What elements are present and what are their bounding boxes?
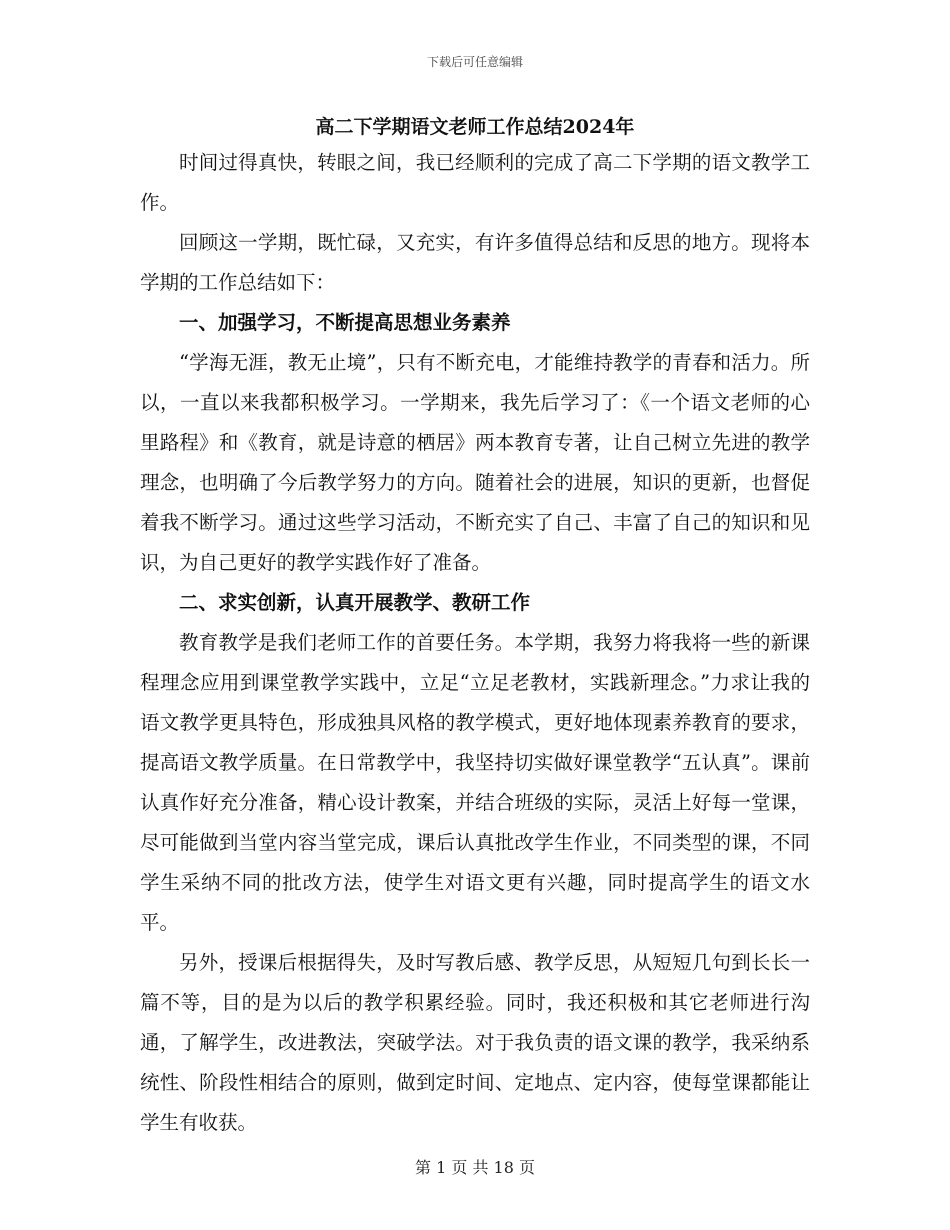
header-note: 下载后可任意编辑 xyxy=(426,55,523,69)
paragraph-review: 回顾这一学期，既忙碌，又充实，有许多值得总结和反思的地方。现将本学期的工作总结如下： xyxy=(140,231,810,294)
section-heading-1: 一、加强学习，不断提高思想业务素养 xyxy=(179,311,511,334)
paragraph-reflection: 另外，授课后根据得失，及时写教后感、教学反思，从短短几句到长长一篇不等，目的是为以后的教学积累经验。同时，我还积极和其它老师进行沟通，了解学生，改进教法，突破学法。对于我负责的语文课的教学，我采纳系统性、阶段性相结合的原则，做到定时间、定地点、定内容，使每堂课都能让学生有收获。 xyxy=(140,951,810,1134)
paragraph-intro: 时间过得真快，转眼之间，我已经顺利的完成了高二下学期的语文教学工作。 xyxy=(140,151,810,214)
paragraph-study: “学海无涯，教无止境”，只有不断充电，才能维持教学的青春和活力。所以，一直以来我都积极学习。一学期来，我先后学习了：《一个语文老师的心里路程》和《教育，就是诗意的栖居》两本教育专著，让自己树立先进的教学理念，也明确了今后教学努力的方向。随着社会的进展，知识的更新，也督促着我不断学习。通过这些学习活动，不断充实了自己、丰富了自己的知识和见识，为自己更好的教学实践作好了准备。 xyxy=(140,351,810,574)
document-title: 高二下学期语文老师工作总结2024年 xyxy=(315,116,635,138)
section-heading-2: 二、求实创新，认真开展教学、教研工作 xyxy=(179,591,531,614)
page-footer: 第 1 页 共 18 页 xyxy=(415,1158,535,1177)
document-body xyxy=(140,143,810,1143)
paragraph-teaching: 教育教学是我们老师工作的首要任务。本学期，我努力将我将一些的新课程理念应用到课堂教学实践中，立足“立足老教材，实践新理念。”力求让我的语文教学更具特色，形成独具风格的教学模式，更好地体现素养教育的要求，提高语文教学质量。在日常教学中，我坚持切实做好课堂教学“五认真”。课前认真作好充分准备，精心设计教案，并结合班级的实际，灵活上好每一堂课，尽可能做到当堂内容当堂完成，课后认真批改学生作业，不同类型的课，不同学生采纳不同的批改方法，使学生对语文更有兴趣，同时提高学生的语文水平。 xyxy=(140,631,810,934)
